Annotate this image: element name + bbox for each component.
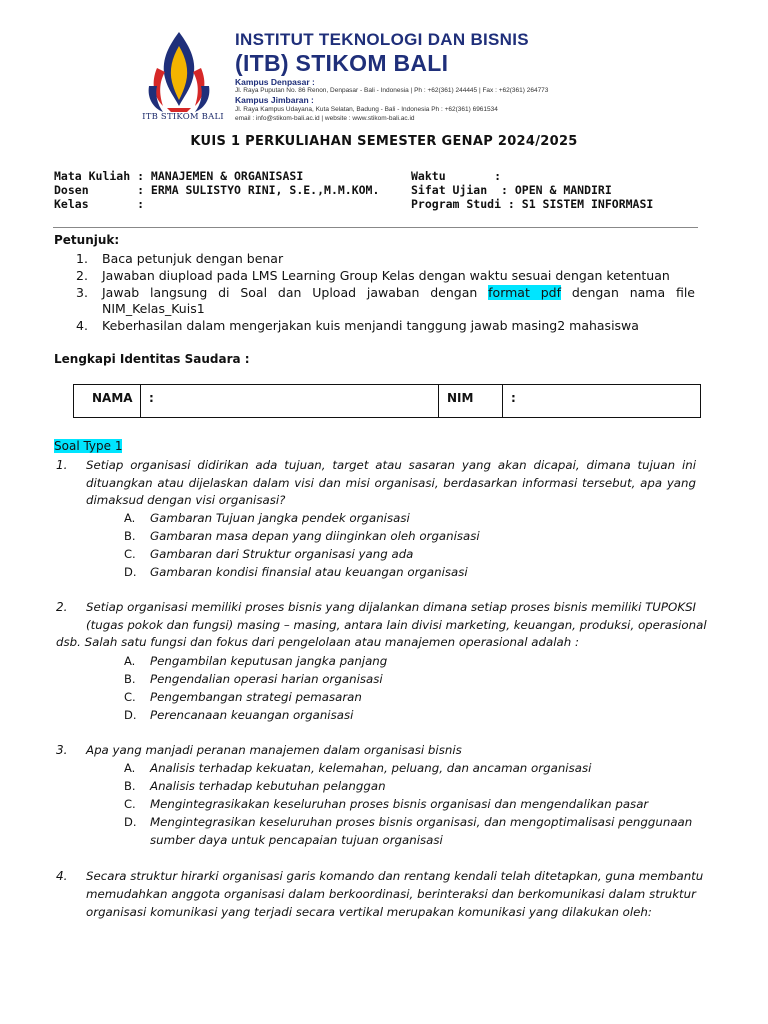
option-letter: B. <box>124 529 136 543</box>
option-letter: B. <box>124 672 136 686</box>
option-d[interactable] <box>124 708 353 722</box>
question-text-line: Setiap organisasi memiliki proses bisnis yang dijalankan dimana setiap proses bisnis memiliki TUPOKSI <box>86 600 697 614</box>
option-text: Pengendalian operasi harian organisasi <box>150 672 383 686</box>
question-text-line: dituangkan atau dijelaskan dalam visi dan misi organisasi, berdasarkan informasi tersebut, apa yang <box>86 476 696 490</box>
option-text: Perencanaan keuangan organisasi <box>150 708 354 722</box>
petunjuk-item <box>76 318 639 333</box>
option-b[interactable] <box>124 779 386 793</box>
petunjuk-item <box>76 268 670 283</box>
question-text-line: Apa yang manjadi peranan manajemen dalam organisasi bisnis <box>86 743 462 757</box>
petunjuk-item-text: Keberhasilan dalam mengerjakan kuis menjandi tanggung jawab masing2 mahasiswa <box>102 318 639 333</box>
nim-label-cell <box>438 385 502 417</box>
option-text: Gambaran dari Struktur organisasi yang ada <box>150 547 414 561</box>
nim-label: NIM <box>447 391 474 405</box>
nama-colon: : <box>149 391 154 405</box>
option-c[interactable] <box>124 797 648 811</box>
question-number: 3. <box>56 743 68 757</box>
info-kelas: Kelas : <box>54 197 145 211</box>
option-letter: B. <box>124 779 136 793</box>
option-letter: A. <box>124 761 136 775</box>
question-number: 4. <box>56 869 68 883</box>
option-d[interactable] <box>124 815 692 829</box>
info-dosen: Dosen : ERMA SULISTYO RINI, S.E.,M.M.KOM. <box>54 183 380 197</box>
option-letter: A. <box>124 654 136 668</box>
campus-denpasar-heading: Kampus Denpasar : <box>235 77 315 87</box>
nama-label: NAMA <box>92 391 133 405</box>
option-letter: C. <box>124 547 136 561</box>
identity-table <box>73 384 701 418</box>
option-a[interactable] <box>124 761 591 775</box>
petunjuk-item-number: 2. <box>76 268 88 283</box>
petunjuk-item-number: 3. <box>76 285 88 300</box>
option-a[interactable] <box>124 511 410 525</box>
info-waktu: Waktu : <box>411 169 502 183</box>
option-b[interactable] <box>124 672 383 686</box>
question-text-line: Secara struktur hirarki organisasi garis komando dan rentang kendali telah ditetapkan, guna membantu <box>86 869 704 883</box>
petunjuk-item-number: 1. <box>76 251 88 266</box>
divider <box>53 227 698 228</box>
option-d-continuation: sumber daya untuk pencapaian tujuan organisasi <box>150 833 443 847</box>
page-title: KUIS 1 PERKULIAHAN SEMESTER GENAP 2024/2025 <box>190 134 578 149</box>
soal-type-label: Soal Type 1 <box>54 439 123 453</box>
petunjuk-item-continuation: NIM_Kelas_Kuis1 <box>102 301 205 316</box>
petunjuk-item-text: Jawaban diupload pada LMS Learning Group Kelas dengan waktu sesuai dengan ketentuan <box>102 268 670 283</box>
info-program-studi: Program Studi : S1 SISTEM INFORMASI <box>411 197 654 211</box>
highlighted-text: format pdf <box>488 285 561 300</box>
petunjuk-item <box>76 251 283 266</box>
info-mata-kuliah: Mata Kuliah : MANAJEMEN & ORGANISASI <box>54 169 304 183</box>
option-c[interactable] <box>124 547 413 561</box>
option-b[interactable] <box>124 529 480 543</box>
campus-jimbaran-address: Jl. Raya Kampus Udayana, Kuta Selatan, Badung - Bali - Indonesia Ph : +62(361) 6961534 <box>235 106 498 113</box>
option-letter: A. <box>124 511 136 525</box>
option-d[interactable] <box>124 565 468 579</box>
option-letter: C. <box>124 690 136 704</box>
option-letter: D. <box>124 708 137 722</box>
option-text: Mengintegrasikan keseluruhan proses bisnis organisasi, dan mengoptimalisasi penggunaan <box>150 815 693 829</box>
option-c[interactable] <box>124 690 362 704</box>
contact-info: email : info@stikom-bali.ac.id | website : www.stikom-bali.ac.id <box>235 115 415 122</box>
option-text: Gambaran masa depan yang diinginkan oleh organisasi <box>150 529 480 543</box>
option-letter: D. <box>124 815 137 829</box>
identitas-heading: Lengkapi Identitas Saudara : <box>54 352 250 366</box>
option-text: Mengintegrasikakan keseluruhan proses bisnis organisasi dan mengendalikan pasar <box>150 797 649 811</box>
option-text: Gambaran Tujuan jangka pendek organisasi <box>150 511 410 525</box>
petunjuk-item-text: dengan nama file <box>571 285 695 300</box>
option-text: Pengambilan keputusan jangka panjang <box>150 654 388 668</box>
question-text-line: (tugas pokok dan fungsi) masing – masing, antara lain divisi marketing, keuangan, produksi, operasional <box>86 618 707 632</box>
petunjuk-item-number: 4. <box>76 318 88 333</box>
option-text: Pengembangan strategi pemasaran <box>150 690 362 704</box>
option-text: Analisis terhadap kekuatan, kelemahan, peluang, dan ancaman organisasi <box>150 761 592 775</box>
nim-field[interactable] <box>502 385 700 417</box>
petunjuk-item-text: Baca petunjuk dengan benar <box>102 251 284 266</box>
option-text: Analisis terhadap kebutuhan pelanggan <box>150 779 386 793</box>
institution-name-line1: INSTITUT TEKNOLOGI DAN BISNIS <box>235 30 529 49</box>
campus-jimbaran-heading: Kampus Jimbaran : <box>235 95 314 105</box>
question-text-line: Setiap organisasi didirikan ada tujuan, target atau sasaran yang akan dicapai, dimana tujuan ini <box>86 458 696 472</box>
nim-colon: : <box>511 391 516 405</box>
petunjuk-item-text: Jawab langsung di Soal dan Upload jawaban dengan <box>102 285 478 300</box>
petunjuk-item <box>76 285 695 300</box>
question-text-line: dimaksud dengan visi organisasi? <box>86 493 286 507</box>
question-number: 2. <box>56 600 68 614</box>
option-a[interactable] <box>124 654 387 668</box>
petunjuk-heading: Petunjuk: <box>54 233 120 247</box>
option-letter: C. <box>124 797 136 811</box>
question-number: 1. <box>56 458 68 472</box>
campus-denpasar-address: Jl. Raya Puputan No. 86 Renon, Denpasar - Bali - Indonesia | Ph : +62(361) 244445 | Fax : +62(361) 264773 <box>235 87 549 94</box>
institution-name-line2: (ITB) STIKOM BALI <box>235 50 449 76</box>
question-text-line: organisasi komunikasi yang terjadi secara vertikal merupakan komunikasi yang dilakukan oleh: <box>86 905 652 919</box>
info-sifat-ujian: Sifat Ujian : OPEN & MANDIRI <box>411 183 612 197</box>
option-letter: D. <box>124 565 137 579</box>
question-text-line: memudahkan anggota organisasi dalam berkoordinasi, berinteraksi dan berkomunikasi dalam struktur <box>86 887 696 901</box>
question-text-line: dsb. Salah satu fungsi dan fokus dari pengelolaan atau manajemen operasional adalah : <box>56 635 579 649</box>
logo-caption: ITB STIKOM BALI <box>142 112 224 122</box>
option-text: Gambaran kondisi finansial atau keuangan organisasi <box>150 565 468 579</box>
